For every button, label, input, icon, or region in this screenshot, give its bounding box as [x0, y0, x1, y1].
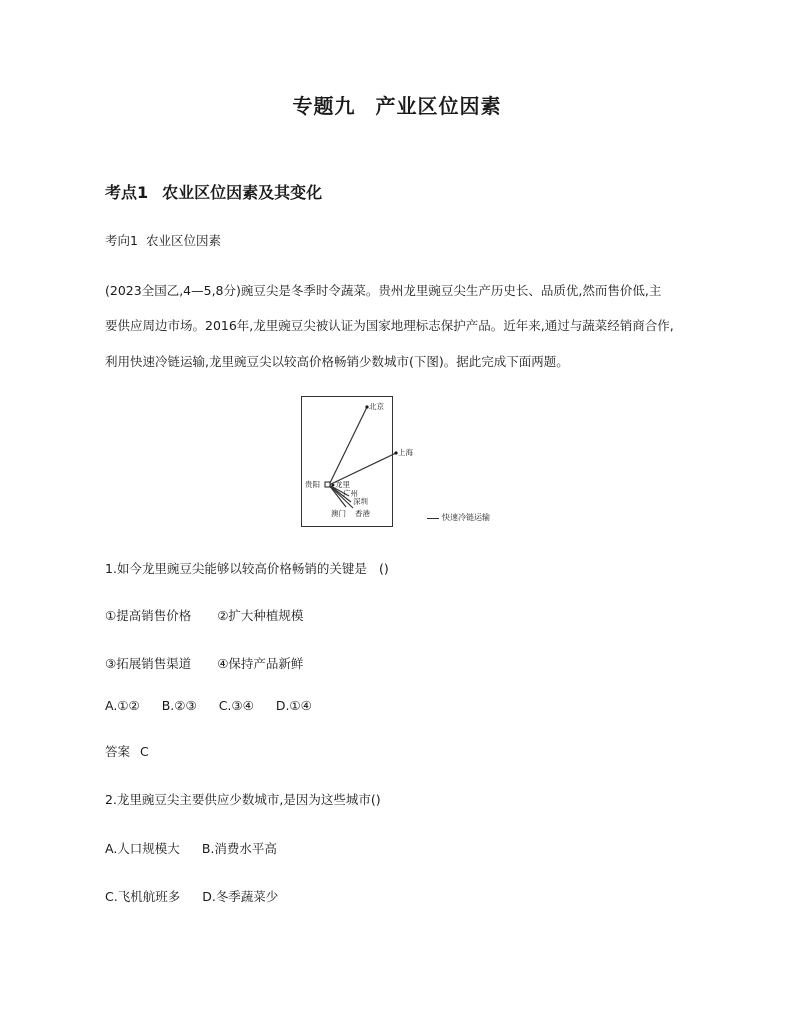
title-part2: 产业区位因素: [375, 94, 502, 118]
label-macau: 澳门: [331, 509, 346, 518]
q1-choice-b: B.②③: [161, 698, 197, 713]
question-1-stem: [105, 559, 389, 577]
q1-choice-d: D.①④: [275, 698, 312, 713]
section-label: 农业区位因素及其变化: [162, 183, 323, 202]
q1-options-row-2: [105, 654, 303, 672]
subsection-number: 考向1: [105, 233, 138, 248]
label-guiyang: 贵阳: [305, 480, 320, 489]
guiyang-marker: [325, 482, 330, 487]
passage-line-3: 利用快速冷链运输,龙里豌豆尖以较高价格畅销少数城市(下图)。据此完成下面两题。: [105, 354, 569, 369]
q1-choice-c: C.③④: [218, 698, 254, 713]
passage-line-2: 要供应周边市场。2016年,龙里豌豆尖被认证为国家地理标志保护产品。近年来,通过与蔬菜经销商合作,: [105, 318, 674, 333]
longli-marker: [332, 484, 335, 487]
q1-answer-label: 答案: [105, 744, 131, 759]
question-2-stem: 2.龙里豌豆尖主要供应少数城市,是因为这些城市(): [105, 792, 381, 807]
cold-chain-map: [301, 396, 421, 526]
subsection-label: 农业区位因素: [145, 233, 221, 248]
q1-option-4: ④保持产品新鲜: [217, 656, 304, 671]
section-heading: [105, 180, 322, 203]
subsection-heading: [105, 231, 221, 249]
q1-option-1: ①提高销售价格: [105, 608, 192, 623]
q1-choice-a: A.①②: [105, 698, 140, 713]
q2-choices-row-2: [105, 887, 278, 905]
q1-option-2: ②扩大种植规模: [217, 608, 304, 623]
q1-answer-paren: (): [378, 561, 389, 576]
q2-choice-b: B.消费水平高: [201, 841, 277, 856]
label-shanghai: 上海: [398, 448, 413, 457]
q1-choices: [105, 698, 312, 713]
page-title: [0, 90, 794, 119]
q1-options-row-1: [105, 606, 303, 624]
label-hongkong: 香港: [355, 509, 370, 518]
q2-choice-d: D.冬季蔬菜少: [202, 889, 279, 904]
q2-choices-row-1: [105, 839, 277, 857]
map-legend: [427, 512, 490, 523]
legend-label: 快速冷链运输: [442, 513, 490, 522]
q2-choice-a: A.人口规模大: [105, 841, 180, 856]
label-longli: 龙里: [335, 480, 350, 489]
legend-line-icon: [427, 518, 439, 519]
label-shenzhen: 深圳: [353, 497, 368, 506]
q1-answer-value: C: [140, 744, 149, 759]
q2-choice-c: C.飞机航班多: [105, 889, 181, 904]
title-part1: 专题九: [292, 94, 356, 118]
q1-stem-text: 1.如今龙里豌豆尖能够以较高价格畅销的关键是: [105, 561, 367, 576]
label-guangzhou: 广州: [343, 489, 358, 498]
route-beijing: [329, 407, 367, 485]
q1-option-3: ③拓展销售渠道: [105, 656, 192, 671]
q1-answer: [105, 742, 149, 760]
label-beijing: 北京: [369, 402, 384, 411]
section-number: 考点1: [105, 183, 149, 202]
passage-line-1: (2023全国乙,4—5,8分)豌豆尖是冬季时令蔬菜。贵州龙里豌豆尖生产历史长、品质优,然而售价低,主: [105, 283, 662, 298]
